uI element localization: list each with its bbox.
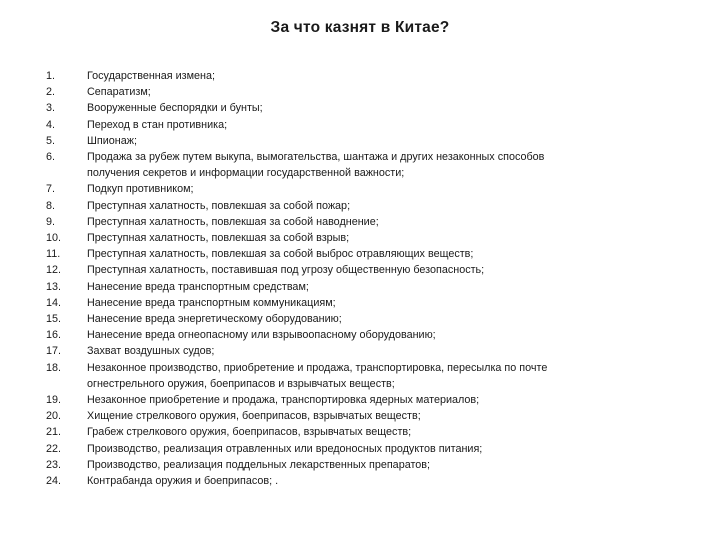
list-item bbox=[46, 327, 666, 343]
item-number: 7. bbox=[46, 183, 56, 196]
item-text: Преступная халатность, повлекшая за собой пожар; bbox=[87, 199, 351, 212]
item-text: Преступная халатность, повлекшая за собой наводнение; bbox=[87, 215, 379, 228]
item-number: 21. bbox=[46, 426, 62, 439]
item-number: 12. bbox=[46, 264, 62, 277]
list-item bbox=[46, 181, 666, 197]
item-text: Захват воздушных судов; bbox=[87, 345, 215, 358]
list-item bbox=[46, 392, 666, 408]
item-text: Государственная измена; bbox=[87, 70, 215, 82]
list-item bbox=[46, 230, 666, 246]
item-number: 18. bbox=[46, 361, 62, 374]
item-text: Преступная халатность, повлекшая за собой взрыв; bbox=[87, 232, 350, 245]
item-text: Преступная халатность, поставившая под угрозу общественную безопасность; bbox=[87, 264, 485, 277]
list-item bbox=[46, 408, 666, 424]
item-number: 20. bbox=[46, 410, 62, 423]
item-text: Преступная халатность, повлекшая за собой выброс отравляющих веществ; bbox=[87, 248, 474, 261]
item-number: 24. bbox=[46, 475, 62, 488]
item-number: 15. bbox=[46, 313, 62, 326]
list-item bbox=[46, 295, 666, 311]
list-item bbox=[46, 311, 666, 327]
list-item bbox=[46, 246, 666, 262]
list-item bbox=[46, 343, 666, 359]
item-number: 19. bbox=[46, 394, 62, 407]
list-item bbox=[46, 262, 666, 278]
item-number: 17. bbox=[46, 345, 62, 358]
item-number: 4. bbox=[46, 118, 56, 131]
item-number: 1. bbox=[46, 70, 56, 82]
item-number: 8. bbox=[46, 199, 56, 212]
numbered-list bbox=[46, 68, 666, 489]
list-item bbox=[46, 68, 666, 84]
list-item bbox=[46, 424, 666, 440]
item-number: 10. bbox=[46, 232, 62, 245]
item-text: Незаконное приобретение и продажа, транспортировка ядерных материалов; bbox=[87, 394, 480, 407]
item-number: 3. bbox=[46, 102, 56, 115]
item-number: 22. bbox=[46, 442, 62, 455]
item-text: Производство, реализация поддельных лекарственных препаратов; bbox=[87, 458, 431, 471]
item-number: 16. bbox=[46, 329, 62, 342]
list-item bbox=[46, 214, 666, 230]
list-item bbox=[46, 149, 666, 181]
item-text: Контрабанда оружия и боеприпасов; . bbox=[87, 475, 279, 488]
list-item bbox=[46, 133, 666, 149]
item-text: Нанесение вреда транспортным средствам; bbox=[87, 280, 309, 293]
item-number: 23. bbox=[46, 458, 62, 471]
item-text: Грабеж стрелкового оружия, боеприпасов, взрывчатых веществ; bbox=[87, 426, 412, 439]
item-text: Продажа за рубеж путем выкупа, вымогательства, шантажа и других незаконных способов получения секретов и информации государственной важности; bbox=[87, 151, 545, 180]
list-item bbox=[46, 84, 666, 100]
item-text: Подкуп противником; bbox=[87, 183, 194, 196]
item-text: Шпионаж; bbox=[87, 134, 137, 147]
list-item bbox=[46, 117, 666, 133]
list-item bbox=[46, 473, 666, 489]
item-text: Переход в стан противника; bbox=[87, 118, 228, 131]
item-number: 6. bbox=[46, 151, 56, 164]
item-number: 5. bbox=[46, 134, 56, 147]
item-text: Нанесение вреда огнеопасному или взрывоопасному оборудованию; bbox=[87, 329, 436, 342]
list-item bbox=[46, 100, 666, 116]
item-text: Вооруженные беспорядки и бунты; bbox=[87, 102, 263, 115]
item-number: 13. bbox=[46, 280, 62, 293]
item-text: Нанесение вреда энергетическому оборудованию; bbox=[87, 313, 342, 326]
item-number: 11. bbox=[46, 248, 61, 261]
list-item bbox=[46, 360, 666, 392]
list-item bbox=[46, 279, 666, 295]
item-text: Незаконное производство, приобретение и продажа, транспортировка, пересылка по почте огнестрельного оружия, боеприпасов и взрывчатых веществ; bbox=[87, 361, 548, 390]
item-number: 14. bbox=[46, 296, 62, 309]
item-number: 2. bbox=[46, 86, 56, 99]
item-number: 9. bbox=[46, 215, 56, 228]
item-text: Нанесение вреда транспортным коммуникациям; bbox=[87, 296, 336, 309]
item-text: Производство, реализация отравленных или вредоносных продуктов питания; bbox=[87, 442, 483, 455]
item-text: Хищение стрелкового оружия, боеприпасов, взрывчатых веществ; bbox=[87, 410, 421, 423]
list-item bbox=[46, 457, 666, 473]
list-item bbox=[46, 198, 666, 214]
item-text: Сепаратизм; bbox=[87, 86, 151, 99]
page-title: За что казнят в Китае? bbox=[270, 19, 450, 36]
list-item bbox=[46, 441, 666, 457]
